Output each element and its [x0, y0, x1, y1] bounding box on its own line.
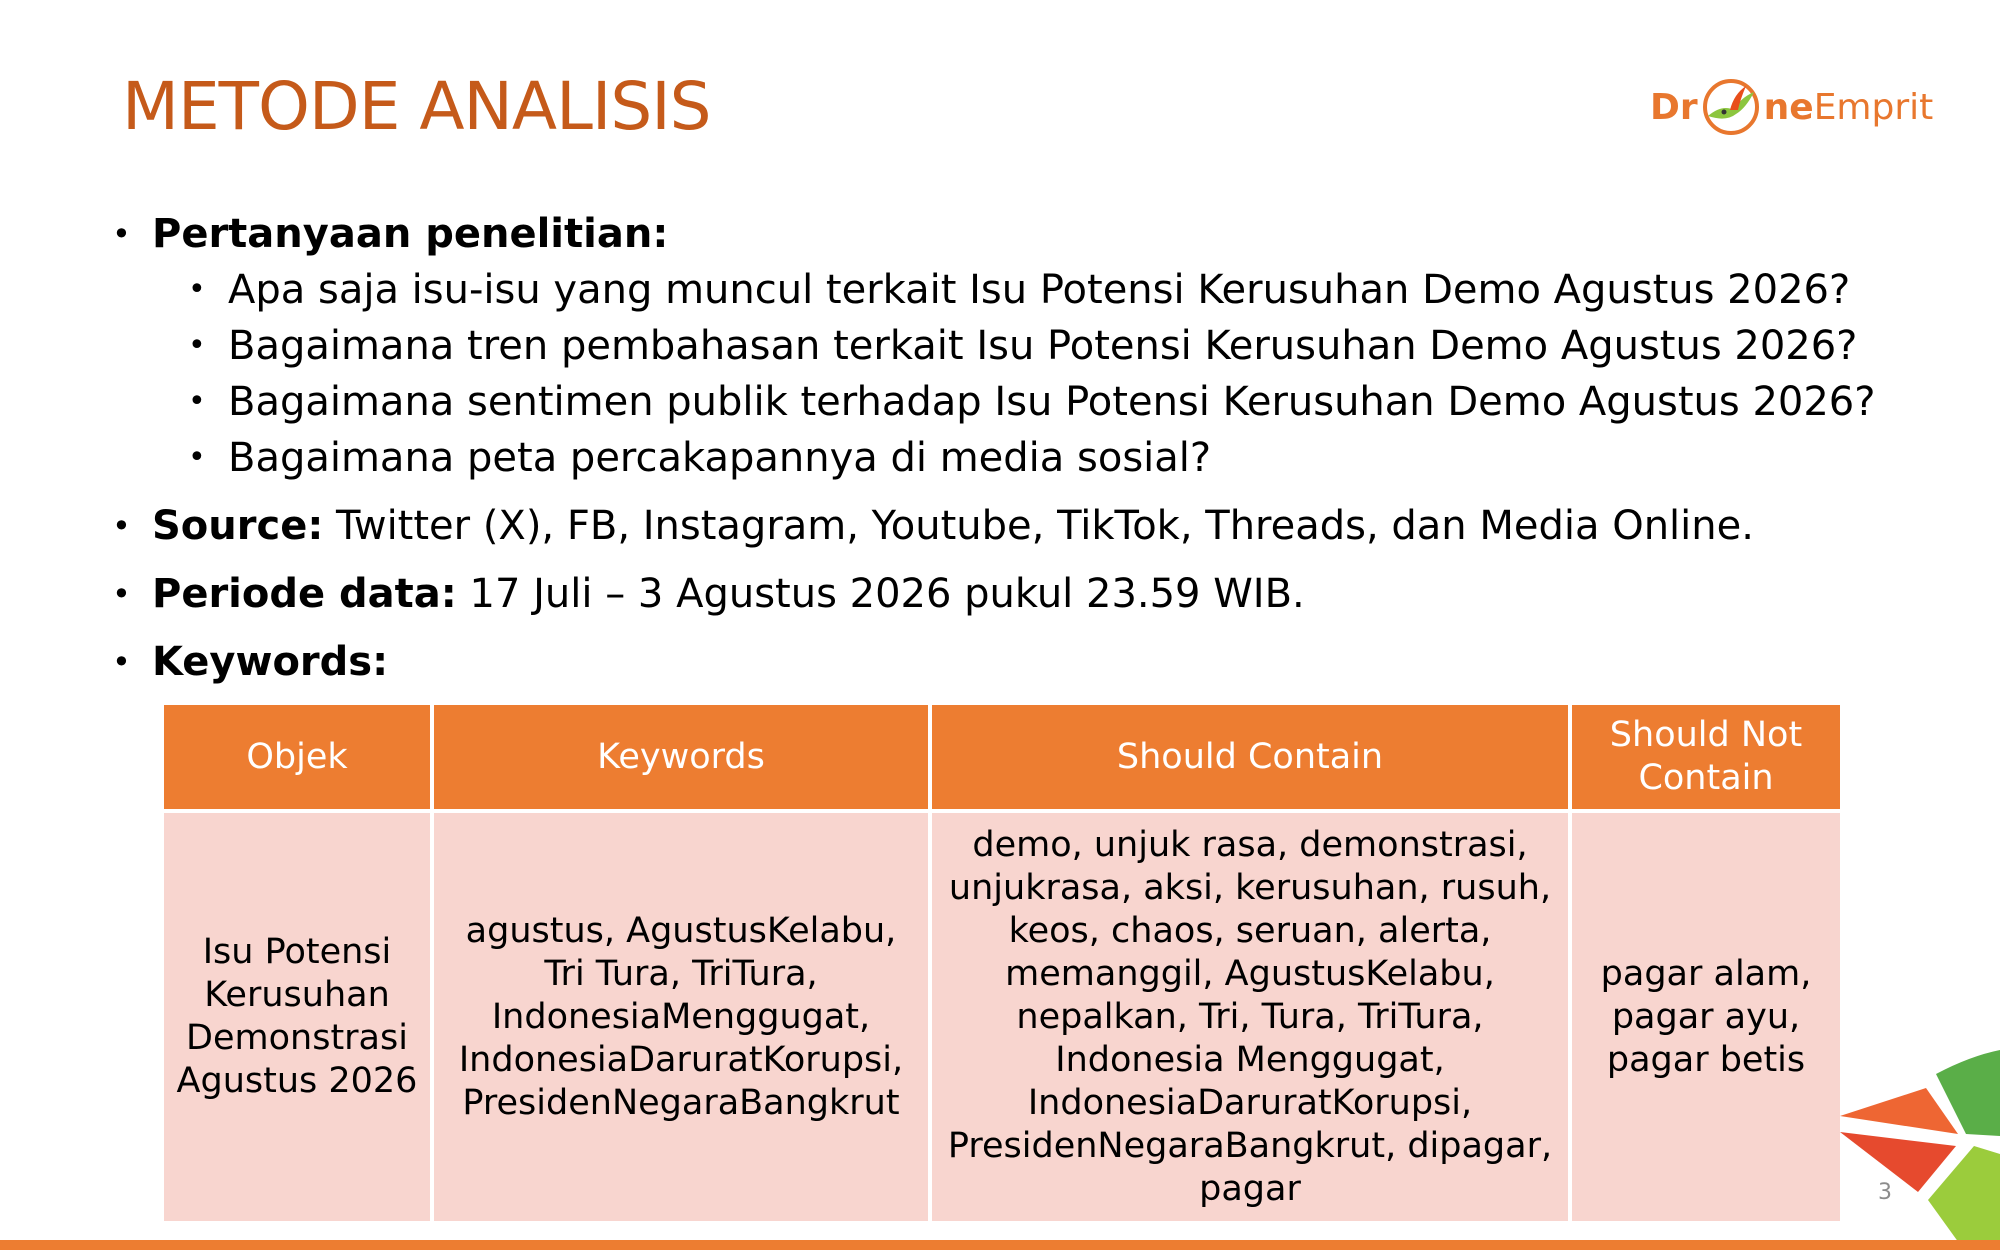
- keywords-label: Keywords:: [152, 639, 389, 685]
- bullet-period: [112, 566, 1900, 622]
- droneemprit-logo: [1650, 72, 1933, 142]
- logo-text-dr: Dr: [1650, 86, 1698, 128]
- bullet-source: [112, 498, 1900, 554]
- cell-objek: Isu Potensi Kerusuhan Demonstrasi Agustus 2026: [162, 811, 432, 1223]
- bullet-keywords: [112, 634, 1900, 690]
- period-value: 17 Juli – 3 Agustus 2026 pukul 23.59 WIB.: [456, 571, 1305, 617]
- keywords-table: [160, 701, 1844, 1225]
- question-list: [112, 262, 1900, 486]
- page-number: 3: [1878, 1180, 1892, 1205]
- table-header-row: [162, 703, 1842, 811]
- table-row: [162, 811, 1842, 1223]
- source-value: Twitter (X), FB, Instagram, Youtube, TikTok, Threads, dan Media Online.: [323, 503, 1754, 549]
- header-should-contain: Should Contain: [930, 703, 1570, 811]
- header-objek: Objek: [162, 703, 432, 811]
- cell-keywords: agustus, AgustusKelabu, Tri Tura, TriTura, IndonesiaMenggugat, IndonesiaDaruratKorupsi, PresidenNegaraBangkrut: [432, 811, 930, 1223]
- cell-should-not-contain: pagar alam, pagar ayu, pagar betis: [1570, 811, 1842, 1223]
- cell-should-contain: demo, unjuk rasa, demonstrasi, unjukrasa, aksi, kerusuhan, rusuh, keos, chaos, seruan, alerta, memanggil, AgustusKelabu, nepalkan, Tri, Tura, TriTura, Indonesia Menggugat, IndonesiaDaruratKorupsi, PresidenNegaraBangkrut, dipagar, pagar: [930, 811, 1570, 1223]
- bottom-bar: [0, 1240, 2000, 1250]
- bullet-questions: [112, 206, 1900, 262]
- question-item: • Apa saja isu-isu yang muncul terkait Isu Potensi Kerusuhan Demo Agustus 2026?: [112, 262, 1900, 318]
- header-keywords: Keywords: [432, 703, 930, 811]
- logo-text-emprit: Emprit: [1813, 86, 1934, 128]
- header-should-not-contain: Should Not Contain: [1570, 703, 1842, 811]
- logo-bird-icon: [1700, 76, 1762, 138]
- logo-text-ne: ne: [1763, 86, 1814, 128]
- slide-title: METODE ANALISIS: [122, 68, 711, 145]
- question-item: • Bagaimana tren pembahasan terkait Isu Potensi Kerusuhan Demo Agustus 2026?: [112, 318, 1900, 374]
- question-item: • Bagaimana sentimen publik terhadap Isu Potensi Kerusuhan Demo Agustus 2026?: [112, 374, 1900, 430]
- source-label: Source:: [152, 503, 324, 549]
- questions-label: Pertanyaan penelitian:: [152, 211, 669, 257]
- corner-decoration: [1840, 1050, 2000, 1250]
- method-bullets: [112, 206, 1900, 690]
- period-label: Periode data:: [152, 571, 457, 617]
- question-item: • Bagaimana peta percakapannya di media sosial?: [112, 430, 1900, 486]
